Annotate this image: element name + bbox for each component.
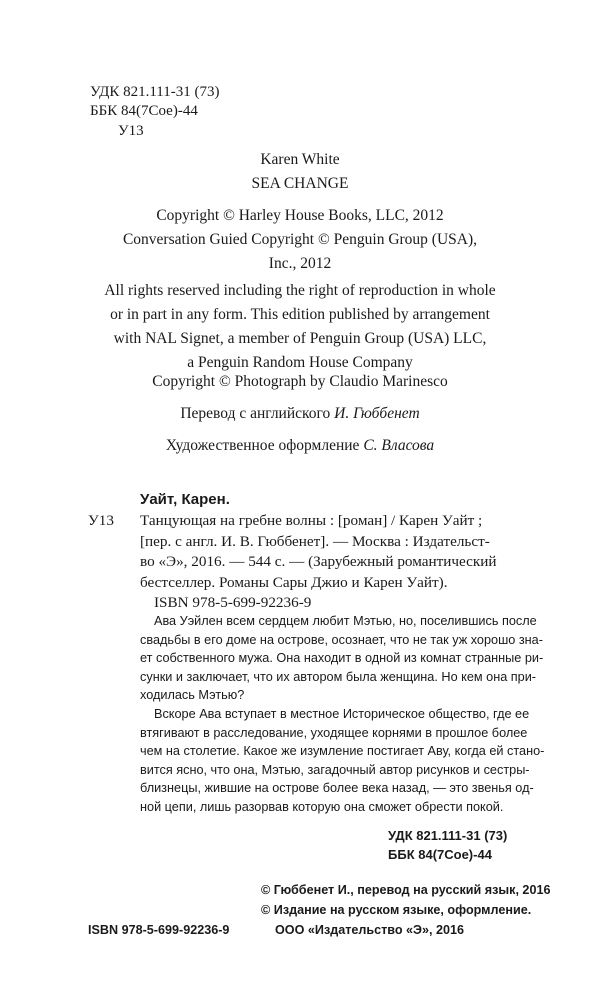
annotation-line: свадьбы в его доме на острове, осознает, что не так уж хорошо зна- [140,632,543,647]
original-title: SEA CHANGE [251,175,349,192]
rights-block [60,279,540,375]
annotation-line: втягивают в расследование, уходящее корнями в прошлое более [140,725,528,740]
annotation-line: сунки и заключает, что их автором была женщина. Но кем она при- [140,669,537,684]
udk-code: УДК 821.111-31 (73) [90,84,220,100]
photo-copyright-block [60,370,540,394]
copyright-translation: © Гюббенет И., перевод на русский язык, 2016 [261,883,551,897]
annotation-line: ной цепи, лишь разорвав которую она сможет обрести покой. [140,799,504,814]
author-mark: У13 [118,123,144,139]
annotation-line: ет собственного мужа. Она находит в одной из комнат странные ри- [140,651,544,666]
catalog-line: во «Э», 2016. — 544 с. — (Зарубежный романтический [140,553,497,570]
copyright-publisher-original: Copyright © Harley House Books, LLC, 2012 [156,207,444,224]
annotation-line: вится ясно, что она, Мэтью, загадочный автор рисунков и сестры- [140,762,530,777]
catalog-description [140,511,497,614]
catalog-heading: Уайт, Карен. [140,491,230,508]
copyright-conversation-guide-cont: Inc., 2012 [268,255,332,272]
copyright-block [60,204,540,276]
original-author: Karen White [260,151,340,168]
translation-label: Перевод с английского [180,405,331,422]
bbk-code: ББК 84(7Сое)-44 [90,103,198,119]
annotation-line: Вскоре Ава вступает в местное Историческое общество, где ее [154,706,530,721]
rights-line: or in part in any form. This edition published by arrangement [110,306,490,323]
translator-name: И. Гюббенет [334,405,420,422]
rights-line: a Penguin Random House Company [187,354,413,371]
annotation-line: ходилась Мэтью? [140,688,245,703]
original-edition-block [60,148,540,196]
design-label: Художественное оформление [165,437,360,454]
catalog-line: Танцующая на гребне волны : [роман] / Карен Уайт ; [140,512,483,529]
designer-name: С. Власова [363,437,435,454]
catalog-isbn: ISBN 978-5-699-92236-9 [154,594,312,611]
copyright-publisher: ООО «Издательство «Э», 2016 [275,923,465,937]
photo-copyright: Copyright © Photograph by Claudio Marinesco [152,373,448,390]
design-credit [60,434,540,458]
footer-isbn: ISBN 978-5-699-92236-9 [88,923,230,937]
catalog-line: [пер. с англ. И. В. Гюббенет]. — Москва : Издательст- [140,532,490,550]
copyright-conversation-guide: Conversation Guied Copyright © Penguin Group (USA), [122,231,478,248]
bottom-bbk: ББК 84(7Сое)-44 [388,847,492,862]
translation-credit [60,402,540,426]
catalog-mark: У13 [88,512,114,529]
catalog-line: бестселлер. Романы Сары Джио и Карен Уайт). [140,573,448,591]
annotation-line: близнецы, жившие на острове более века назад, — это звенья од- [140,781,534,796]
annotation [140,612,544,817]
annotation-line: Ава Уэйлен всем сердцем любит Мэтью, но, поселившись после [154,614,537,628]
annotation-line: чем на столетие. Какое же изумление постигает Аву, когда ей стано- [140,744,545,759]
rights-line: with NAL Signet, a member of Penguin Group (USA) LLC, [113,330,487,347]
rights-line: All rights reserved including the right of reproduction in whole [104,282,496,299]
bottom-udk: УДК 821.111-31 (73) [388,828,508,843]
copyright-edition: © Издание на русском языке, оформление. [261,903,532,917]
